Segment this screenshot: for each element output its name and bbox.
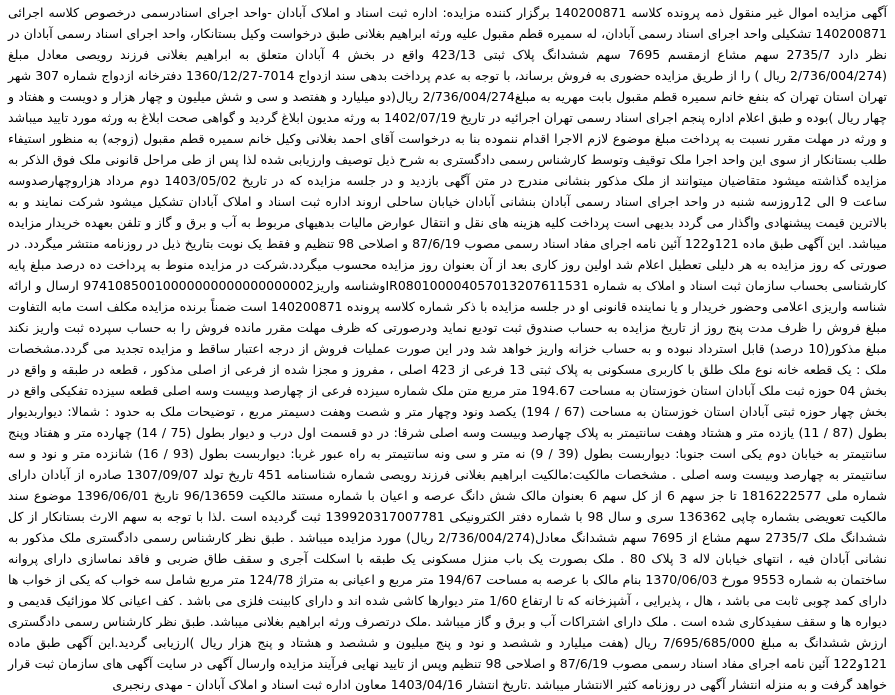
notice-body-text: آگهی مزایده اموال غیر منقول ذمه پرونده کلاسه 140200871 برگزار کننده مزایده: اداره ثبت اسناد و املاک آبادان -واحد اجرای اسنادرسمی درخصوص کلاسه اجرائی 140200871 تشکیلی واحد اجرای اسناد رسمی آبادان، له سمیره قطم مقبول علیه ورثه ابراهیم بغلانی طبق درخواست وکیل بستانکار، واحد اجرای اسناد رسمی آبادان در نظر دارد 2735/7 سهم مشاع ازمقسم 7695 سهم ششدانگ پلاک ثبتی 423/13 واقع در بخش 4 آبادان متعلق به ابراهیم بغلانی فرزند رویصی معادل مبلغ (2/736/004/274 ریال ) را از طریق مزایده حضوری به فروش برساند، با توجه به عدم پرداخت بدهی سند ازدواج 7014-1360/12/27 دفترخانه ازدواج شماره 307 شهر تهران استان تهران که بنفع خانم سمیره قطم مقبول بابت مهریه به مبلغ2/736/004/274 ریال(دو میلیارد و هفتصد و سی و شش میلیون و چهار هزار و دویست و هفتاد و چهار ریال )بوده و طبق اعلام اداره پنجم اجرای اسناد رسمی تهران اجرائیه در تاریخ 1402/07/19 به ورثه مدیون ابلاغ گردید و گواهی صحت ابلاغ به ورثه مورد تایید میباشد و ورثه در مهلت مقرر نسبت به پرداخت مبلغ موضوع لازم الاجرا اقدام ننموده بنا به درخواست آقای احمد بغلانی وکیل خانم سمیره قطم مقبول (زوجه) به منظور استیفاء طلب بستانکار از سوی این واحد اجرا ملک توقیف وتوسط کارشناس رسمی دادگستری به شرح ذیل توصیف وارزیابی شده لذا پس از طی مراحل قانونی ملک فوق الذکر به مزایده گذاشته میشود متقاضیان میتوانند از ملک مذکور بنشانی مندرج در متن آگهی بازدید و در جلسه مزایده که در تاریخ 1403/05/02 دوم مرداد هزاروچهارصدوسه ساعت 9 الی 12روزسه شنبه در واحد اجرای اسناد رسمی آبادان بنشانی آبادان خیابان ساحلی اروند اداره ثبت اسناد و املاک آبادان تشکیل میشود شرکت نمایند و به بالاترین قیمت پیشنهادی واگذار می گردد بدیهی است پرداخت کلیه هزینه های نقل و انتقال عوارض مالیات بدهیهای مربوط به آب و برق و گاز و تلفن بعهده خریدار مزایده میباشد. این آگهی طبق ماده 121و122 آئین نامه اجرای مفاد اسناد رسمی مصوب 87/6/19 و اصلاحی 98 تنظیم و فقط یک نوبت بتاریخ ذیل در روزنامه منتشر میگردد. در صورتی که روز مزایده به هر دلیلی تعطیل اعلام شد اولین روز کاری بعد از آن بعنوان روز مزایده محسوب میگردد.شرکت در مزایده منوط به پرداخت ده درصد مبلغ پایه کارشناسی بحساب سازمان ثبت اسناد و املاک به شماره IR080100004057013207611531وشناسه واریز97410850010000000000000000002 ارسال و ارائه شناسه واریزی اعلامی وحضور خریدار و یا نماینده قانونی او در جلسه مزایده با ذکر شماره کلاسه پرونده 140200871 است ضمناً برنده مزایده مکلف است مابه التفاوت مبلغ فروش را ظرف مدت پنج روز از تاریخ مزایده به حساب صندوق ثبت تودیع نماید ودرصورتی که ظرف مهلت مقرر مانده فروش را به حساب سپرده ثبت واریز نکند مبلغ مذکور(10 درصد) قابل استرداد نبوده و به حساب خزانه واریز خواهد شد ودر این صورت عملیات فروش از درجه اعتبار ساقط و مزایده تجدید می گردد.مشخصات ملک : یک قطعه خانه نوع ملک طلق با کاربری مسکونی به پلاک ثبتی 13 فرعی از 423 اصلی ، مفروز و مجزا شده از فرعی از اصلی مذکور ، قطعه در طبقه و واقع در بخش 04 حوزه ثبت ملک آبادان استان خوزستان به مساحت 194.67 متر مربع متن ملک شماره سیزده فرعی از چهارصد وبیست وسه اصلی قطعه سیزده تفکیکی واقع در بخش چهار حوزه ثبتی آبادان استان خوزستان به مساحت (67 / 194) یکصد ونود وچهار متر و شصت وهفت دسیمتر مربع ، توضیحات ملک به حدود : شمالا: دیواربدیوار بطول (87 / 11) یازده متر و هشتاد وهفت سانتیمتر به پلاک چهارصد وبیست وسه اصلی شرقا: در دو قسمت اول درب و دیوار بطول (75 / 14) چهارده متر و هفتاد وپنج سانتیمتر به خیابان دوم یکی است جنوبا: دیواربست بطول (39 / 9) نه متر و سی ونه سانتیمتر به راه عبور غربا: دیواربست بطول (93 / 16) شانزده متر و نود و سه سانتیمتر به چهارصد وبیست وسه اصلی . مشخصات مالکیت:مالکیت ابراهیم بغلانی فرزند رویصی شماره شناسنامه 451 تاریخ تولد 1307/09/07 صادره از آبادان دارای شماره ملی 1816222577 تا جز سهم 6 از کل سهم 6 بعنوان مالک شش دانگ عرصه و اعیان با شماره مستند مالکیت 96/13659 تاریخ 1396/06/01 موضوع سند مالکیت تعویضی بشماره چاپی 136362 سری و سال 98 با شماره دفتر الکترونیکی 139920317007781 ثبت گردیده است .لذا با توجه به سهم الارث بستانکار از کل ششدانگ ملک 2735/7 سهم مشاع از 7695 سهم ششدانگ معادل(2/736/004/274 ریال) مورد مزایده میباشد . طبق نظر کارشناس رسمی دادگستری ملک مذکور به نشانی آبادان فیه ، انتهای خیابان لاله 3 پلاک 80 . ملک بصورت یک باب منزل مسکونی یک طبقه با اسکلت آجری و سقف طاق ضربی و فاقد نماسازی دارای پروانه ساختمان به شماره 9553 مورخ 1370/06/03 بنام مالک با عرصه به مساحت 194/67 متر مربع و اعیانی به متراژ 124/78 متر مربع شامل سه خواب که یکی از خواب ها دارای کمد چوبی ثابت می باشد ، هال ، پذیرایی ، آشپزخانه که تا ارتفاع 1/60 متر دیوارها کاشی شده اند و دارای کابینت فلزی می باشد . کف اعیانی کلا موزائیک قدیمی و دیواره ها و سقف سفیدکاری شده است . ملک دارای اشتراکات آب و برق و گاز میباشد .ملک درتصرف ورثه ابراهیم بغلانی میباشد. طبق نظر کارشناس رسمی دادگستری ارزش ششدانگ به مبلغ 7/695/685/000 ریال (هفت میلیارد و ششصد و نود و پنج میلیون و ششصد و هشتاد و پنج هزار ریال )ارزیابی گردید.این آگهی طبق ماده 121و122 آئین نامه اجرای مفاد اسناد رسمی مصوب 87/6/19 و اصلاحی 98 تنظیم وپس از تایید نهایی فرآیند مزایده وارسال آگهی در سایت آگهی های سازمان ثبت قرار خواهد گرفت و به منزله انتشار آگهی در روزنامه کثیر الانتشار میباشد .تاریخ انتشار 1403/04/16 معاون اداره ثبت اسناد و املاک آبادان - مهدی رنجبری [8,5,888,692]
